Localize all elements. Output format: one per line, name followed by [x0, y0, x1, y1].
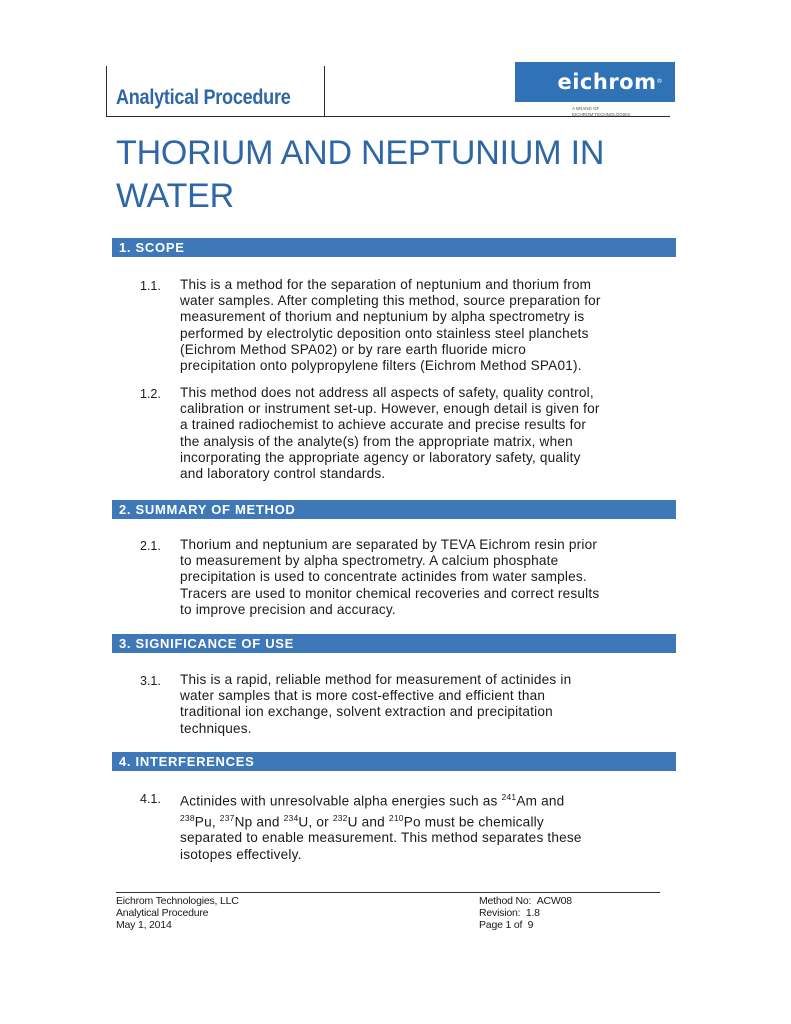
footer-date: May 1, 2014 — [116, 919, 172, 931]
document-title: THORIUM AND NEPTUNIUM IN WATER — [116, 134, 605, 215]
footer-page: Page 1 of 9 — [479, 919, 534, 931]
paragraph-4-1: Actinides with unresolvable alpha energies such as $^{241}$Am and $^{238}$Pu, $^{237}$Np and $^{234}$U, or $^{232}$U and $^{210}$Po must be chemically separated to enable measurement. This method separates these isotopes effectively. — [180, 792, 582, 862]
procedure-label: Analytical Procedure — [116, 86, 291, 109]
footer-right — [479, 895, 572, 931]
paragraph-3-1: This is a rapid, reliable method for measurement of actinides in water samples that is more cost-effective and efficient than traditional ion exchange, solvent extraction and precipitation techniques. — [180, 672, 572, 736]
paragraph-1-1: This is a method for the separation of neptunium and thorium from water samples. After completing this method, source preparation for measurement of thorium and neptunium by alpha spectrometry is performed by electrolytic deposition onto stainless steel planchets (Eichrom Method SPA02) or by rare earth fluoride micro precipitation onto polypropylene filters (Eichrom Method SPA01). — [180, 277, 601, 374]
eichrom-logo — [515, 62, 675, 102]
paragraph-1-2: This method does not address all aspects of safety, quality control, calibration or instrument set-up. However, enough detail is given for a trained radiochemist to achieve accurate and precise results for the analysis of the analyte(s) from the appropriate matrix, when incorporating the appropriate agency or laboratory safety, quality and laboratory control standards. — [180, 385, 600, 482]
header-mid-rule — [324, 66, 325, 116]
section-heading: 1. SCOPE — [119, 240, 185, 255]
section-heading: 4. INTERFERENCES — [119, 754, 255, 769]
paragraph-2-1: Thorium and neptunium are separated by TEVA Eichrom resin prior to measurement by alpha spectrometry. A calcium phosphate precipitation is used to concentrate actinides from water samples. Tracers are used to monitor chemical recoveries and correct results to improve precision and accuracy. — [180, 537, 600, 617]
item-number: 2.1. — [140, 539, 161, 553]
item-number: 3.1. — [140, 674, 161, 688]
footer-doc-type: Analytical Procedure — [116, 907, 209, 919]
section-bar-summary — [112, 500, 676, 519]
section-bar-scope — [112, 238, 676, 257]
item-number: 1.1. — [140, 279, 161, 293]
header-left-rule — [106, 66, 107, 116]
footer-revision: Revision: 1.8 — [479, 907, 540, 919]
logo-wordmark: eichrom® — [557, 70, 663, 94]
item-number: 1.2. — [140, 387, 161, 401]
section-heading: 3. SIGNIFICANCE OF USE — [119, 636, 295, 651]
item-number: 4.1. — [140, 792, 161, 806]
footer-company: Eichrom Technologies, LLC — [116, 895, 239, 907]
section-bar-significance — [112, 634, 676, 653]
footer-left — [116, 895, 239, 931]
section-bar-interferences — [112, 752, 676, 771]
footer-method: Method No: ACW08 — [479, 895, 572, 907]
footer-rule — [116, 892, 660, 893]
logo-subline: A BRAND OF EICHROM TECHNOLOGIES — [572, 106, 631, 117]
section-heading: 2. SUMMARY OF METHOD — [119, 502, 296, 517]
